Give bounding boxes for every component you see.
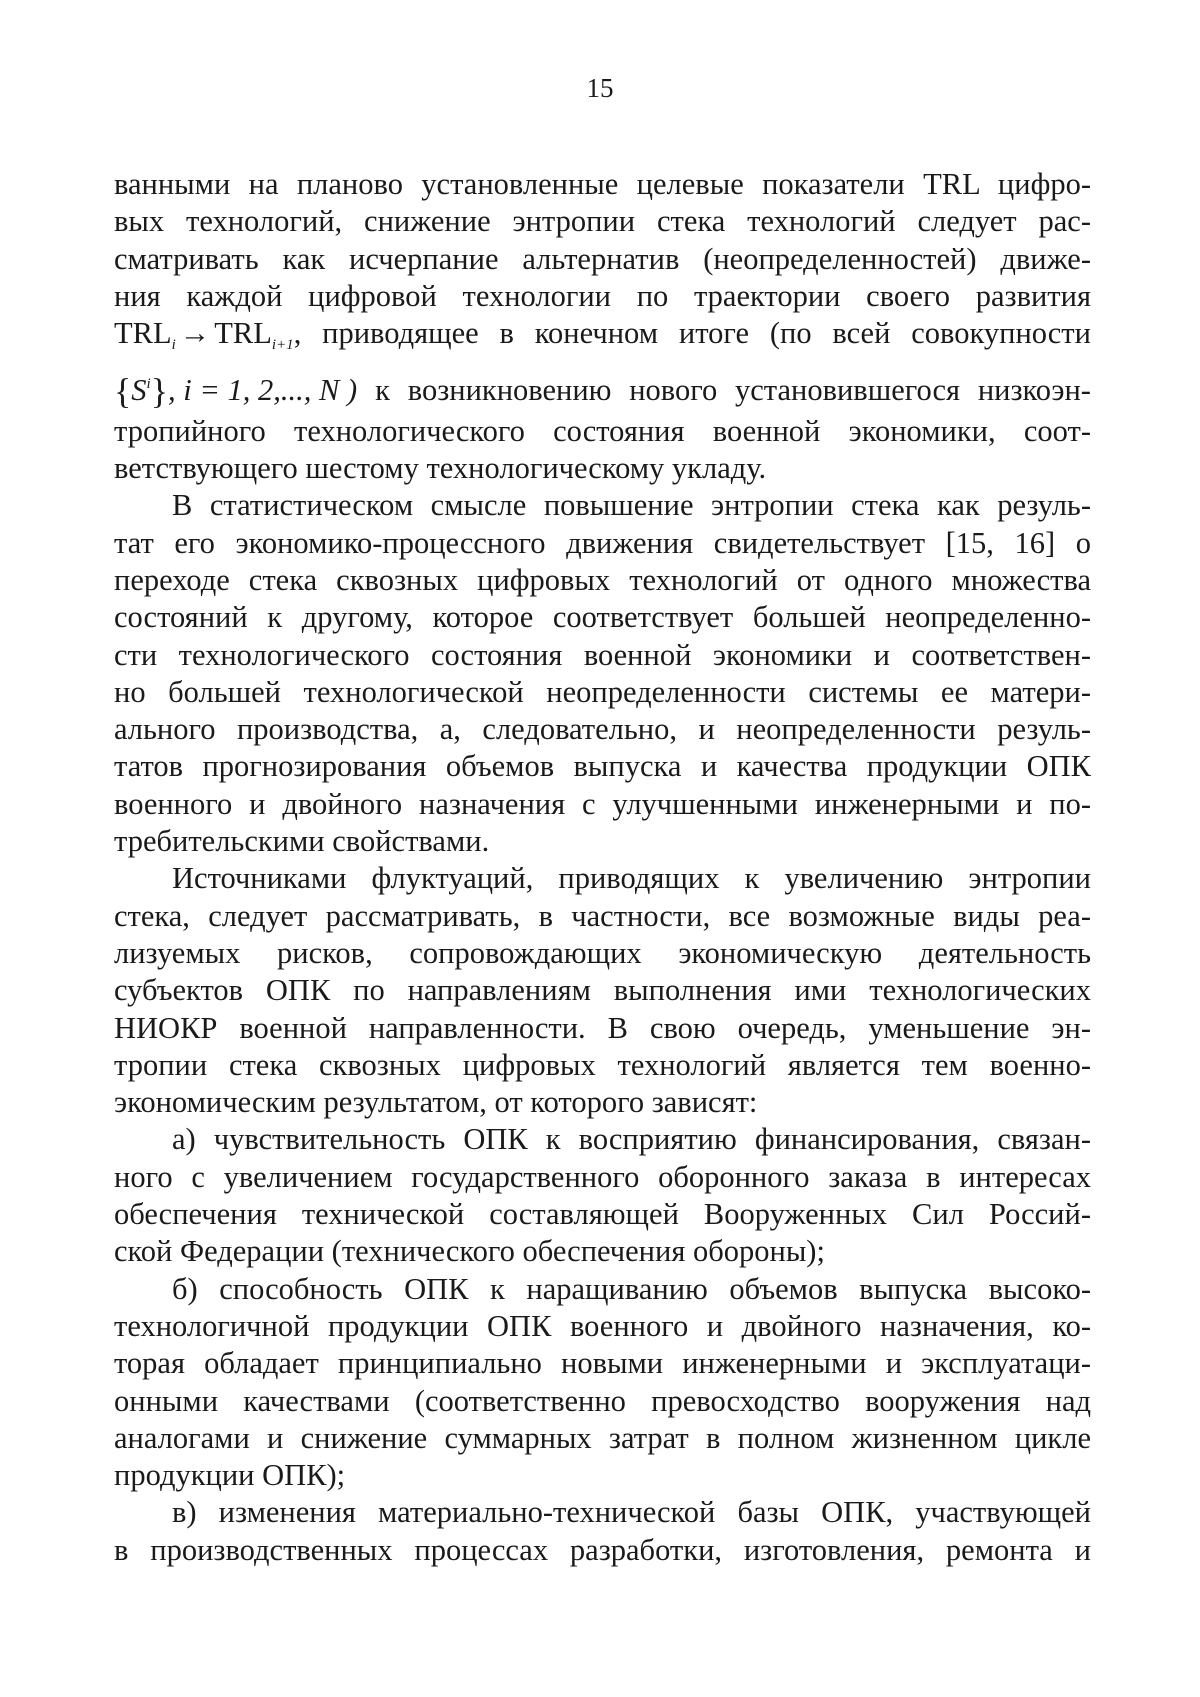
text-line: продукции ОПК);: [114, 1458, 346, 1493]
text-line: аналогами и снижение суммарных затрат в полном жизненном цикле: [114, 1420, 1091, 1455]
text-line: Источниками флуктуаций, приводящих к увеличению энтропии: [172, 861, 1091, 896]
text-line: но большей технологической неопределенности системы ее матери-: [114, 674, 1091, 709]
text-line: в) изменения материально-технической базы ОПК, участвующей: [172, 1495, 1091, 1530]
text-line: онными качествами (соответственно превосходство вооружения над: [114, 1383, 1091, 1418]
text-line: субъектов ОПК по направлениям выполнения ими технологических: [114, 973, 1091, 1008]
text-line: В статистическом смысле повышение энтропии стека как резуль-: [172, 488, 1091, 523]
text-line: сматривать как исчерпание альтернатив (неопределенностей) движе-: [114, 241, 1091, 276]
text-line: а) чувствительность ОПК к восприятию финансирования, связан-: [172, 1122, 1091, 1157]
text-line: ветствующего шестому технологическому укладу.: [114, 451, 767, 486]
text-line: б) способность ОПК к наращиванию объемов выпуска высоко-: [172, 1271, 1091, 1306]
text-line: стека, следует рассматривать, в частности, все возможные виды реа-: [114, 898, 1091, 933]
arrow-icon: →: [179, 316, 211, 351]
formula-line-trl: [114, 315, 1091, 364]
text-line: вых технологий, снижение энтропии стека технологий следует рас-: [114, 204, 1091, 239]
text-line: ванными на планово установленные целевые показатели TRL цифро-: [114, 167, 1091, 201]
paragraph-continuation: [114, 166, 1091, 487]
text-line: переходе стека сквозных цифровых технологий от одного множества: [114, 562, 1091, 597]
page-number: 15: [586, 73, 614, 103]
text-line: татов прогнозирования объемов выпуска и качества продукции ОПК: [114, 749, 1091, 784]
text-line: экономическим результатом, от которого зависят:: [114, 1085, 758, 1120]
text-line: обеспечения технической составляющей Вооруженных Сил Россий-: [114, 1197, 1091, 1232]
text-line: технологичной продукции ОПК военного и двойного назначения, ко-: [114, 1308, 1091, 1343]
text-line: , приводящее в конечном итоге (по всей совокупности: [293, 316, 1091, 351]
text-line: тат его экономико-процессного движения свидетельствует [15, 16] о: [114, 525, 1091, 560]
list-item-v: [114, 1494, 1091, 1569]
text-line: требительскими свойствами.: [114, 824, 490, 859]
formula-line-set: [114, 364, 1091, 412]
text-line: ального производства, а, следовательно, и неопределенности резуль-: [114, 712, 1091, 747]
text-line: тропии стека сквозных цифровых технологий является тем военно-: [114, 1047, 1091, 1082]
text-line: ного с увеличением государственного оборонного заказа в интересах: [114, 1159, 1091, 1194]
list-item-a: [114, 1121, 1091, 1270]
text-line: лизуемых рисков, сопровождающих экономическую деятельность: [114, 935, 1091, 970]
text-line: НИОКР военной направленности. В свою очередь, уменьшение эн-: [114, 1010, 1091, 1045]
body-text: [114, 166, 1091, 1569]
paragraph-entropy-statistics: [114, 487, 1091, 860]
text-line: военного и двойного назначения с улучшенными инженерными и по-: [114, 786, 1091, 821]
formula-trl-transition: $TRL_i \to TRL_{i+1}$: [114, 316, 294, 354]
paragraph-fluctuation-sources: [114, 860, 1091, 1121]
text-line: к возникновению нового установившегося низкоэн-: [375, 373, 1091, 408]
formula-set-s: $\{S^i\}$, i = 1, 2,..., N ): [114, 371, 358, 412]
text-line: ния каждой цифровой технологии по траектории своего развития: [114, 278, 1091, 313]
text-line: тропийного технологического состояния военной экономики, соот-: [114, 413, 1091, 448]
text-line: ской Федерации (технического обеспечения обороны);: [114, 1234, 825, 1269]
text-line: сти технологического состояния военной экономики и соответствен-: [114, 637, 1091, 672]
text-line: в производственных процессах разработки, изготовления, ремонта и: [114, 1532, 1091, 1567]
list-item-b: [114, 1271, 1091, 1495]
text-line: состояний к другому, которое соответствует большей неопределенно-: [114, 600, 1091, 635]
text-line: торая обладает принципиально новыми инженерными и эксплуатаци-: [114, 1346, 1091, 1381]
